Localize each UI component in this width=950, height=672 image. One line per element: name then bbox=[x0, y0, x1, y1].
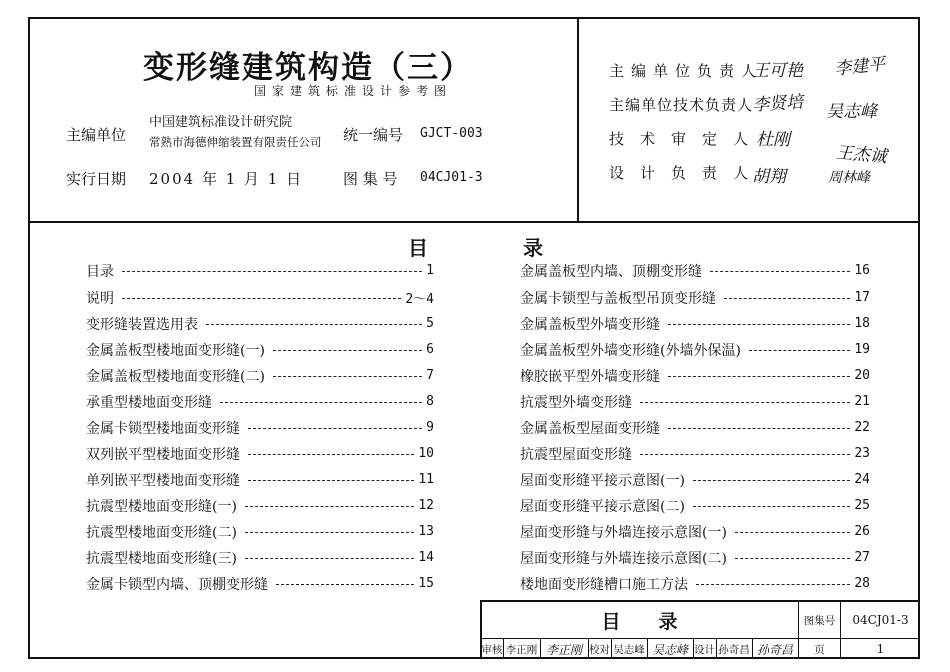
toc-entry-page: 18 bbox=[854, 316, 870, 331]
toc-leader bbox=[668, 324, 850, 325]
tb-check-signature: 吴志峰 bbox=[651, 642, 688, 657]
toc-entry-page: 9 bbox=[426, 420, 434, 435]
sig-name-4b: 周林峰 bbox=[828, 170, 870, 186]
sig-name-4a: 胡翔 bbox=[752, 167, 786, 187]
toc-leader bbox=[735, 532, 850, 533]
sig-name-2a: 李贤培 bbox=[751, 92, 804, 116]
toc-leader bbox=[220, 402, 422, 403]
toc-entry[interactable] bbox=[86, 571, 434, 596]
tb-review-name: 李正刚 bbox=[505, 643, 538, 656]
toc-leader bbox=[248, 454, 414, 455]
tb-drawing-name: 目 录 bbox=[601, 610, 678, 633]
toc-entry[interactable] bbox=[86, 285, 434, 310]
date-label: 实行日期 bbox=[66, 170, 127, 188]
toc-entry[interactable] bbox=[86, 337, 434, 362]
document-title: 变形缝建筑构造（三） bbox=[143, 50, 473, 86]
sig-name-3b: 王杰诚 bbox=[835, 142, 888, 168]
atlas-label: 图 集 号 bbox=[343, 170, 398, 188]
toc-entry[interactable] bbox=[520, 337, 870, 362]
toc-leader bbox=[668, 428, 850, 429]
toc-entry-page: 27 bbox=[854, 550, 870, 565]
toc-leader bbox=[122, 298, 401, 299]
toc-entry-label: 目录 bbox=[86, 263, 114, 280]
sig-name-2b: 吴志峰 bbox=[826, 102, 877, 122]
toc-entry-page: 25 bbox=[854, 498, 870, 513]
toc-leader bbox=[693, 506, 850, 507]
tb-atlas-label: 图集号 bbox=[803, 614, 836, 627]
toc-entry-label: 承重型楼地面变形缝 bbox=[86, 394, 212, 411]
toc-title-left: 目 bbox=[408, 236, 428, 260]
toc-entry[interactable] bbox=[520, 441, 870, 466]
tb-page-value: 1 bbox=[876, 642, 885, 656]
header-divider bbox=[577, 17, 579, 222]
toc-entry-page: 6 bbox=[426, 342, 434, 357]
toc-leader bbox=[724, 298, 850, 299]
toc-leader bbox=[273, 376, 422, 377]
toc-entry-label: 单列嵌平型楼地面变形缝 bbox=[86, 472, 240, 489]
toc-entry-label: 屋面变形缝与外墙连接示意图(二) bbox=[520, 550, 727, 567]
toc-leader bbox=[640, 454, 850, 455]
toc-entry-label: 金属卡锁型内墙、顶棚变形缝 bbox=[86, 576, 268, 593]
date-value: 2004 年 1 月 1 日 bbox=[149, 170, 304, 188]
toc-leader bbox=[640, 402, 850, 403]
toc-entry-page: 16 bbox=[854, 263, 870, 278]
toc-entry-page: 12 bbox=[418, 498, 434, 513]
toc-entry-label: 金属卡锁型楼地面变形缝 bbox=[86, 420, 240, 437]
toc-entry-page: 7 bbox=[426, 368, 434, 383]
toc-leader bbox=[248, 480, 414, 481]
toc-entry-label: 抗震型楼地面变形缝(一) bbox=[86, 498, 237, 515]
tb-design-label: 设计 bbox=[694, 643, 715, 656]
toc-entry-page: 11 bbox=[418, 472, 434, 487]
toc-leader bbox=[122, 271, 422, 272]
toc-entry-label: 金属盖板型外墙变形缝(外墙外保温) bbox=[520, 342, 741, 359]
toc-entry[interactable] bbox=[86, 415, 434, 440]
toc-entry[interactable] bbox=[520, 285, 870, 310]
toc-leader bbox=[273, 350, 422, 351]
sig-role-4: 设计负责人 bbox=[609, 164, 765, 182]
toc-leader bbox=[710, 271, 850, 272]
toc-entry[interactable] bbox=[86, 493, 434, 518]
editor-org-1: 中国建筑标准设计研究院 bbox=[149, 115, 293, 130]
toc-entry[interactable] bbox=[520, 519, 870, 544]
toc-entry-page: 2～4 bbox=[405, 292, 434, 307]
toc-entry[interactable] bbox=[520, 363, 870, 388]
toc-leader bbox=[245, 558, 414, 559]
tb-design-name: 孙奇昌 bbox=[718, 643, 750, 656]
toc-entry-label: 金属盖板型屋面变形缝 bbox=[520, 420, 660, 437]
toc-entry-page: 26 bbox=[854, 524, 870, 539]
tb-atlas-value: 04CJ01-3 bbox=[852, 613, 909, 627]
atlas-value: 04CJ01-3 bbox=[420, 170, 483, 185]
toc-entry-label: 抗震型外墙变形缝 bbox=[520, 394, 632, 411]
toc-entry-page: 21 bbox=[854, 394, 870, 409]
sig-role-2: 主编单位技术负责人 bbox=[609, 96, 754, 114]
header-bottom-line bbox=[28, 221, 920, 223]
toc-entry[interactable] bbox=[86, 389, 434, 414]
tb-review-label: 审核 bbox=[481, 643, 503, 656]
tb-design-signature: 孙奇昌 bbox=[756, 642, 793, 657]
serial-label: 统一编号 bbox=[343, 126, 404, 144]
toc-entry-page: 5 bbox=[426, 316, 434, 331]
toc-entry[interactable] bbox=[86, 545, 434, 570]
toc-entry[interactable] bbox=[520, 545, 870, 570]
toc-entry-page: 1 bbox=[426, 263, 434, 278]
toc-entry[interactable] bbox=[520, 389, 870, 414]
toc-entry-label: 说明 bbox=[86, 290, 114, 307]
tb-check-label: 校对 bbox=[589, 643, 610, 656]
toc-entry-label: 橡胶嵌平型外墙变形缝 bbox=[520, 368, 660, 385]
editor-label: 主编单位 bbox=[66, 126, 127, 144]
toc-entry-page: 23 bbox=[854, 446, 870, 461]
toc-entry-label: 屋面变形缝平接示意图(一) bbox=[520, 472, 685, 489]
toc-entry[interactable] bbox=[520, 258, 870, 283]
toc-entry-page: 15 bbox=[418, 576, 434, 591]
toc-entry[interactable] bbox=[86, 467, 434, 492]
toc-entry-page: 22 bbox=[854, 420, 870, 435]
sig-name-3a: 杜刚 bbox=[756, 130, 790, 150]
toc-entry[interactable] bbox=[86, 311, 434, 336]
sig-name-1b: 李建平 bbox=[833, 54, 887, 80]
toc-entry-label: 变形缝装置选用表 bbox=[86, 316, 198, 333]
toc-entry[interactable] bbox=[520, 311, 870, 336]
tb-page-label: 页 bbox=[814, 643, 825, 656]
toc-entry-page: 14 bbox=[418, 550, 434, 565]
toc-entry-page: 13 bbox=[418, 524, 434, 539]
toc-entry-label: 金属盖板型内墙、顶棚变形缝 bbox=[520, 263, 702, 280]
toc-entry-label: 抗震型屋面变形缝 bbox=[520, 446, 632, 463]
toc-entry-label: 金属盖板型楼地面变形缝(一) bbox=[86, 342, 265, 359]
toc-entry-page: 8 bbox=[426, 394, 434, 409]
toc-title-right: 录 bbox=[523, 236, 543, 260]
toc-entry[interactable] bbox=[520, 415, 870, 440]
toc-leader bbox=[696, 584, 850, 585]
serial-value: GJCT-003 bbox=[420, 126, 483, 141]
toc-entry[interactable] bbox=[86, 258, 434, 283]
toc-leader bbox=[735, 558, 850, 559]
tb-check-name: 吴志峰 bbox=[613, 643, 645, 656]
toc-leader bbox=[276, 584, 414, 585]
toc-leader bbox=[749, 350, 850, 351]
toc-entry-page: 20 bbox=[854, 368, 870, 383]
toc-leader bbox=[248, 428, 422, 429]
toc-entry-label: 屋面变形缝与外墙连接示意图(一) bbox=[520, 524, 727, 541]
toc-entry-page: 19 bbox=[854, 342, 870, 357]
toc-leader bbox=[668, 376, 850, 377]
toc-entry[interactable] bbox=[520, 467, 870, 492]
toc-leader bbox=[693, 480, 850, 481]
toc-entry[interactable] bbox=[86, 441, 434, 466]
toc-entry-page: 28 bbox=[854, 576, 870, 591]
editor-org-2: 常熟市海德伸缩装置有限责任公司 bbox=[149, 135, 322, 149]
toc-entry-label: 抗震型楼地面变形缝(二) bbox=[86, 524, 237, 541]
toc-entry-label: 金属盖板型外墙变形缝 bbox=[520, 316, 660, 333]
toc-leader bbox=[245, 532, 414, 533]
document-subtitle: 国家建筑标准设计参考图 bbox=[254, 84, 453, 98]
toc-entry-page: 10 bbox=[418, 446, 434, 461]
sig-role-3: 技术审定人 bbox=[609, 130, 765, 148]
toc-entry-label: 金属盖板型楼地面变形缝(二) bbox=[86, 368, 265, 385]
toc-entry-label: 双列嵌平型楼地面变形缝 bbox=[86, 446, 240, 463]
toc-entry-page: 24 bbox=[854, 472, 870, 487]
tb-review-signature: 李正刚 bbox=[545, 642, 582, 657]
toc-entry[interactable] bbox=[86, 363, 434, 388]
toc-entry-label: 金属卡锁型与盖板型吊顶变形缝 bbox=[520, 290, 716, 307]
toc-entry[interactable] bbox=[520, 493, 870, 518]
toc-leader bbox=[206, 324, 422, 325]
toc-entry-label: 楼地面变形缝槽口施工方法 bbox=[520, 576, 688, 593]
toc-entry-label: 屋面变形缝平接示意图(二) bbox=[520, 498, 685, 515]
toc-entry-label: 抗震型楼地面变形缝(三) bbox=[86, 550, 237, 567]
toc-entry[interactable] bbox=[520, 571, 870, 596]
toc-entry-page: 17 bbox=[854, 290, 870, 305]
toc-entry[interactable] bbox=[86, 519, 434, 544]
toc-leader bbox=[245, 506, 414, 507]
sig-name-1a: 王可艳 bbox=[752, 61, 803, 81]
sig-role-1: 主编单位负责人 bbox=[609, 62, 764, 80]
